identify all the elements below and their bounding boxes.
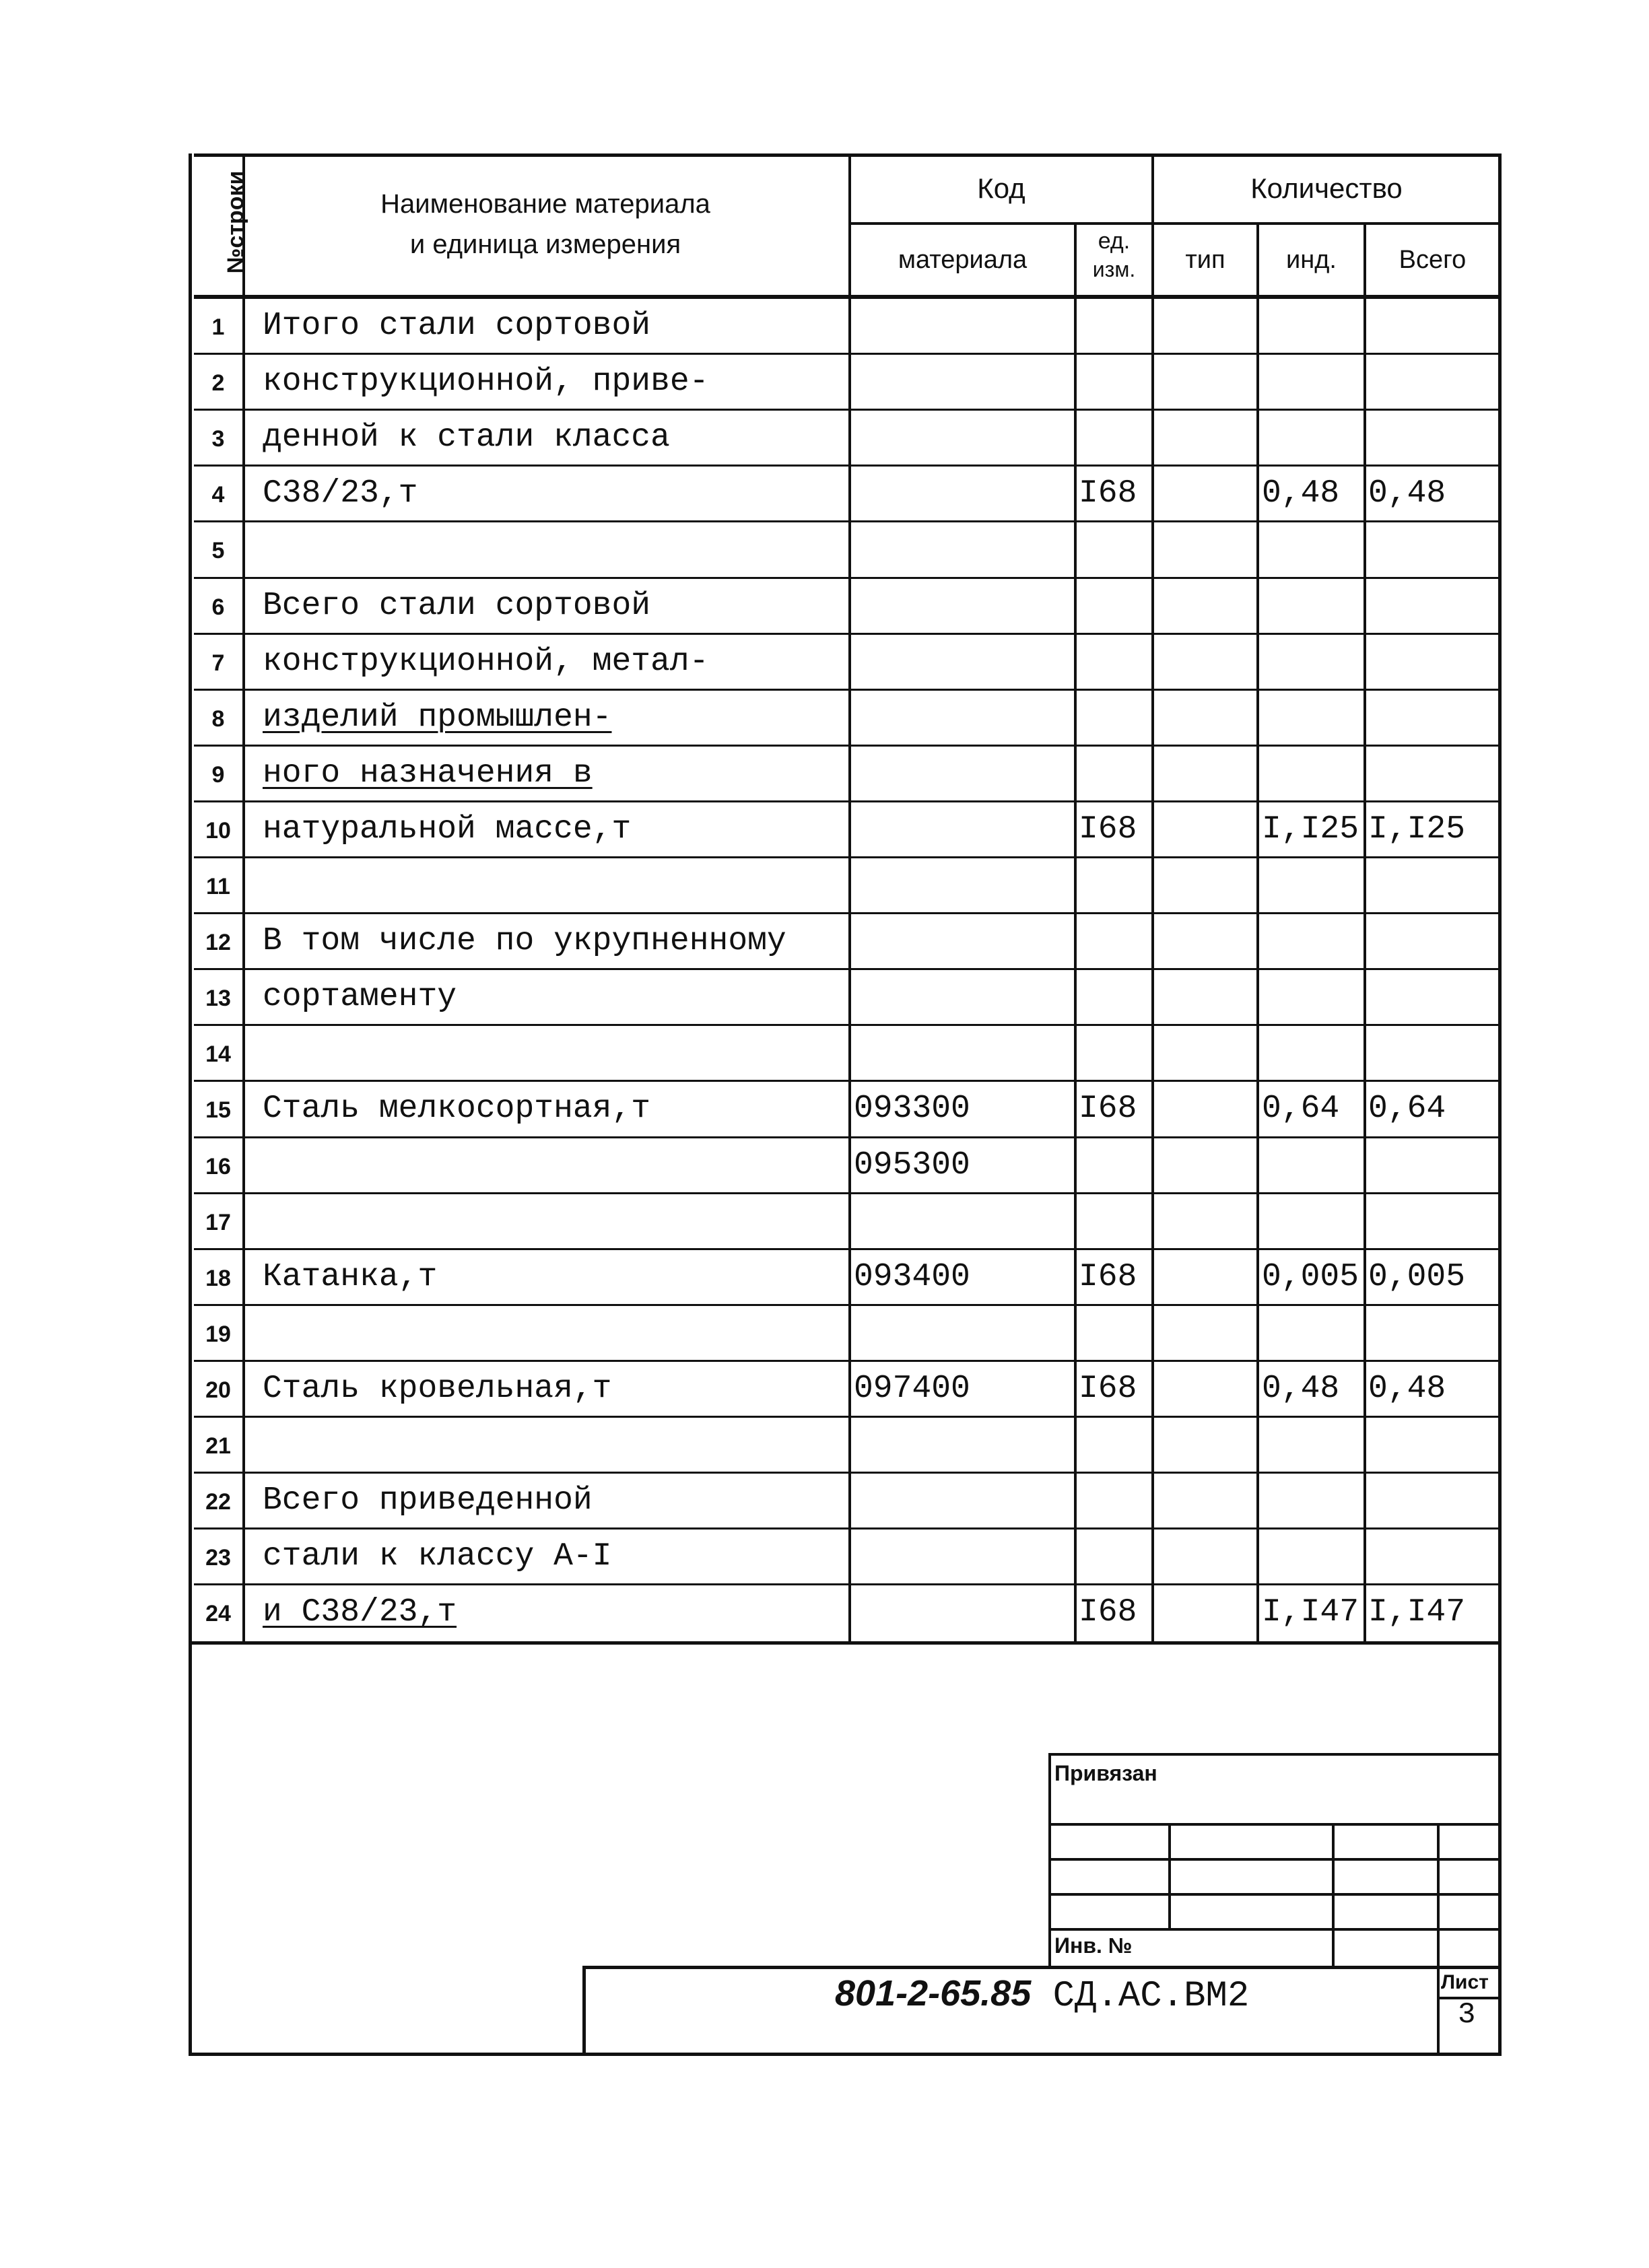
code-box-top-line: [582, 1966, 1502, 1969]
row-total: I,I47: [1368, 1594, 1466, 1631]
row-name: Итого стали сортовой: [263, 308, 651, 344]
stamp-vline-2: [1332, 1823, 1335, 1968]
row-material-code: 093300: [854, 1091, 970, 1128]
row-number: 13: [205, 986, 231, 1012]
row-unit-code: I68: [1079, 1258, 1137, 1295]
row-name: В том числе по укрупненному: [263, 923, 786, 960]
row-number: 12: [205, 930, 231, 956]
row-name: Катанка,т: [263, 1258, 438, 1295]
row-number: 2: [211, 370, 225, 397]
row-divider: [194, 968, 1499, 970]
row-number: 1: [211, 314, 225, 340]
row-name: натуральной массе,т: [263, 811, 632, 848]
row-name: стали к классу А-I: [263, 1538, 612, 1575]
row-number: 6: [211, 594, 225, 620]
row-name: изделий промышлен-: [263, 699, 612, 736]
row-number: 8: [211, 706, 225, 732]
row-number: 20: [205, 1377, 231, 1403]
row-divider: [194, 1472, 1499, 1474]
header-name-line1: Наименование материала: [380, 188, 710, 219]
stamp-vline-1: [1168, 1823, 1171, 1928]
row-name: Всего стали сортовой: [263, 587, 651, 624]
row-material-code: 097400: [854, 1370, 970, 1407]
row-total: I,I25: [1368, 811, 1466, 848]
row-name: конструкционной, метал-: [263, 643, 709, 680]
row-name: Сталь кровельная,т: [263, 1370, 612, 1407]
row-ind: 0,64: [1262, 1091, 1340, 1128]
row-number: 18: [205, 1265, 231, 1291]
header-quantity: Количество: [1250, 172, 1403, 204]
stamp-top-line: [1048, 1753, 1502, 1756]
row-name: Сталь мелкосортная,т: [263, 1091, 651, 1128]
row-number: 4: [211, 482, 225, 508]
row-ind: 0,48: [1262, 475, 1340, 512]
row-name: Всего приведенной: [263, 1482, 593, 1519]
row-divider: [194, 745, 1499, 747]
row-number: 7: [211, 650, 225, 676]
row-divider: [194, 800, 1499, 802]
row-divider: [194, 1527, 1499, 1530]
header-total: Всего: [1399, 245, 1467, 274]
header-unit-line2: изм.: [1092, 256, 1136, 281]
table-bottom-line: [189, 1641, 1502, 1645]
header-mid-line: [848, 222, 1499, 225]
row-ind: I,I25: [1262, 811, 1359, 848]
sheet-label: Лист: [1441, 1971, 1489, 1993]
row-number: 10: [205, 817, 231, 844]
row-number: 5: [211, 538, 225, 564]
row-divider: [194, 1024, 1499, 1026]
row-material-code: 095300: [854, 1146, 970, 1183]
row-divider: [194, 409, 1499, 411]
sheet-number: 3: [1458, 1998, 1476, 2032]
row-divider: [194, 1136, 1499, 1138]
header-ind: инд.: [1286, 245, 1337, 274]
col-line-code: [1074, 222, 1077, 1643]
stamp-inv-label: Инв. №: [1054, 1933, 1133, 1958]
row-number: 21: [205, 1433, 231, 1459]
row-total: 0,48: [1368, 475, 1446, 512]
row-name: С38/23,т: [263, 475, 418, 512]
row-divider: [194, 633, 1499, 635]
row-unit-code: I68: [1079, 1594, 1137, 1631]
col-line-name: [848, 153, 851, 1643]
stamp-vline-3: [1437, 1823, 1440, 1968]
stamp-line-2: [1048, 1858, 1502, 1861]
stamp-line-1: [1048, 1823, 1502, 1826]
row-unit-code: I68: [1079, 1091, 1137, 1128]
table-top-border: [194, 153, 1499, 157]
row-divider: [194, 1304, 1499, 1306]
row-total: 0,005: [1368, 1258, 1466, 1295]
code-box-left-line: [582, 1966, 586, 2056]
row-number: 14: [205, 1041, 231, 1068]
header-type: тип: [1185, 245, 1225, 274]
row-name: сортаменту: [263, 979, 457, 1016]
row-name: конструкционной, приве-: [263, 364, 709, 401]
stamp-line-3: [1048, 1893, 1502, 1896]
stamp-line-4: [1048, 1928, 1502, 1931]
row-material-code: 093400: [854, 1258, 970, 1295]
col-line-unit: [1151, 153, 1154, 1643]
row-divider: [194, 577, 1499, 579]
row-number: 15: [205, 1097, 231, 1124]
row-divider: [194, 353, 1499, 355]
stamp-bound-label: Привязан: [1054, 1761, 1157, 1785]
row-unit-code: I68: [1079, 811, 1137, 848]
row-number: 3: [211, 426, 225, 452]
row-divider: [194, 1360, 1499, 1362]
row-name: и С38/23,т: [263, 1594, 457, 1631]
header-unit-line1: ед.: [1098, 228, 1131, 254]
row-name: денной к стали класса: [263, 419, 670, 456]
document-code-series: 801-2-65.85: [835, 1973, 1032, 2014]
document-code-suffix: СД.АС.ВМ2: [1052, 1976, 1250, 2017]
row-unit-code: I68: [1079, 1370, 1137, 1407]
col-line-type: [1256, 222, 1259, 1643]
row-total: 0,64: [1368, 1091, 1446, 1128]
row-number: 24: [205, 1601, 231, 1627]
row-divider: [194, 856, 1499, 858]
row-number: 11: [206, 874, 230, 899]
header-bottom-line: [194, 295, 1499, 299]
row-divider: [194, 1583, 1499, 1585]
col-line-rownum: [242, 153, 245, 1643]
header-row-no: №строки: [222, 170, 248, 274]
row-ind: 0,005: [1262, 1258, 1359, 1295]
col-line-ind: [1364, 222, 1366, 1643]
row-number: 9: [211, 761, 225, 788]
header-material: материала: [898, 245, 1028, 274]
sheet-box-left-line: [1437, 1966, 1440, 2056]
row-divider: [194, 1192, 1499, 1194]
row-divider: [194, 520, 1499, 522]
row-divider: [194, 1080, 1499, 1082]
header-code: Код: [977, 172, 1025, 204]
row-divider: [194, 1416, 1499, 1418]
header-name-line2: и единица измерения: [409, 229, 681, 259]
row-divider: [194, 465, 1499, 467]
row-number: 16: [205, 1153, 231, 1179]
row-divider: [194, 1248, 1499, 1250]
row-number: 19: [205, 1321, 231, 1347]
row-total: 0,48: [1368, 1370, 1446, 1407]
row-divider: [194, 912, 1499, 914]
row-number: 22: [205, 1489, 231, 1515]
row-name: ного назначения в: [263, 755, 593, 792]
row-ind: I,I47: [1262, 1594, 1359, 1631]
stamp-left-line: [1048, 1753, 1051, 1968]
row-ind: 0,48: [1262, 1370, 1340, 1407]
row-unit-code: I68: [1079, 475, 1137, 512]
document-code: [835, 1972, 1249, 2017]
row-number: 17: [205, 1209, 231, 1235]
row-number: 23: [205, 1545, 231, 1571]
row-divider: [194, 689, 1499, 691]
